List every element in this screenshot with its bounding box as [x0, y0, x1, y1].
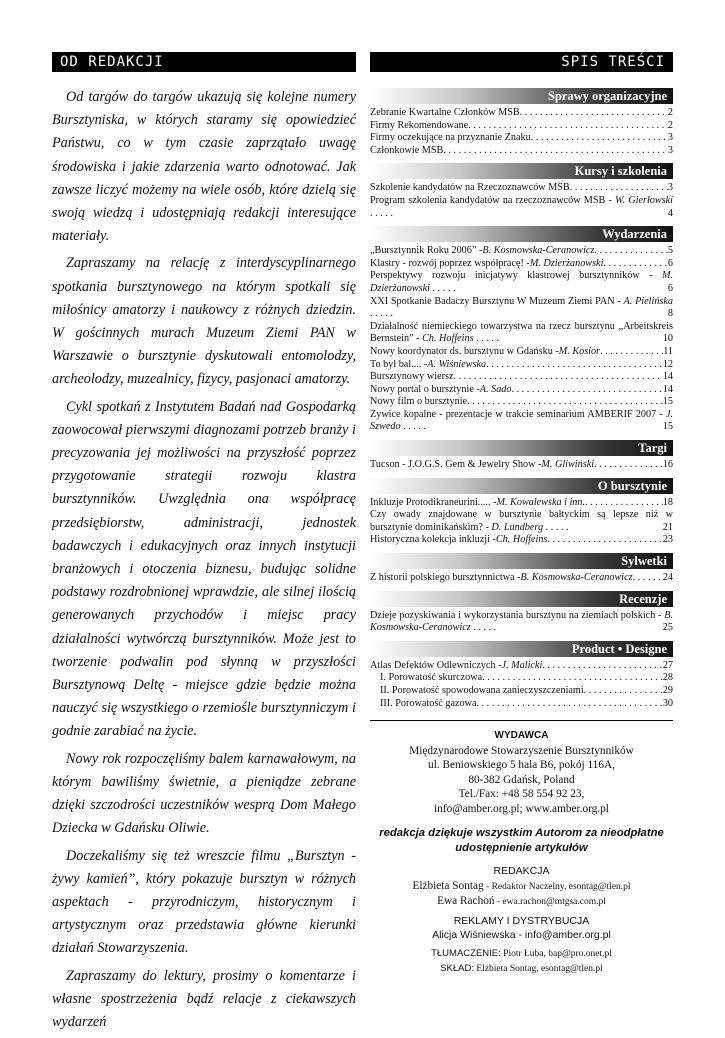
toc-section-heading: Sprawy organizacyjne: [370, 88, 673, 104]
toc-entry-title: Atlas Defektów Odlewniczych -: [370, 659, 502, 671]
toc-entry-page: 3: [667, 132, 673, 144]
toc-entry: [370, 660, 673, 673]
toc-entry-leader: [486, 359, 663, 372]
toc-entry-author: J. Malicki: [501, 659, 543, 671]
toc-entry-leader: [443, 145, 668, 158]
thanks-note: redakcja dziękuje wszystkim Autorom za nieodpłatne udostępnienie artykułów: [379, 827, 664, 855]
toc-entry: [370, 672, 673, 685]
toc-entry-page: 4: [667, 207, 673, 219]
editorial-paragraph: Doczekaliśmy się też wreszcie filmu „Bursztyn - żywy kamień”, który pokazuje bursztyn w różnych aspektach - przyrodniczym, historycznym i artystycznym oraz przedstawia główne kierunki działań Stowarzyszenia.: [52, 847, 356, 957]
toc-entry: [370, 459, 673, 472]
toc-entry-leader: . . . . .: [543, 521, 569, 533]
toc-entry: [370, 359, 673, 372]
toc-entry-title: Czy owady znajdowane w bursztynie bałtyckim są lepsze niż w bursztynie dominikańskim? -: [370, 509, 673, 533]
toc-section-heading: Sylwetki: [370, 553, 673, 569]
toc-entry: [370, 270, 673, 295]
editor-line: [370, 879, 673, 895]
toc-section-items: [370, 610, 673, 635]
typeset-label: SKŁAD:: [440, 963, 474, 975]
toc-entry-author: A. Pielińska: [623, 295, 673, 307]
toc-section-heading: Kursy i szkolenia: [370, 163, 673, 179]
toc-entry-title: Nowy koordynator ds. bursztynu w Gdańsku -: [370, 345, 559, 357]
toc-entry-leader: [453, 371, 662, 384]
editorial-text: [52, 86, 356, 1034]
toc-section-items: [370, 107, 673, 157]
toc-entry-author: Ch. Hoffeins: [422, 333, 474, 345]
toc-entry: [370, 321, 673, 346]
editor-line: [370, 894, 673, 910]
toc-entry-page: 28: [662, 672, 673, 684]
toc-entry-author: M. Gliwiński: [541, 459, 595, 471]
toc-entry-page: 23: [662, 534, 673, 546]
toc-section-heading: O bursztynie: [370, 478, 673, 494]
toc-entry: [370, 346, 673, 359]
editorial-paragraph: Od targów do targów ukazują się kolejne numery Bursztyniska, w których staramy się opowiedzieć Państwu, co w tym czasie zaprzątało uwagę środowiska i jakie zdarzenia warto odnotować. Jak zawsze liczyć możemy na wiele osób, które dzielą się swoją wiedzą i udostępniają redakcji interesujące materiały.: [52, 89, 356, 245]
imprint: [370, 729, 673, 977]
toc-entry-leader: . . . . .: [400, 421, 427, 433]
publisher-line: 80-382 Gdańsk, Poland: [468, 773, 575, 786]
toc-entry-page: 29: [662, 685, 673, 696]
toc-entry-page: 3: [667, 182, 673, 194]
toc-entry-leader: [600, 346, 663, 359]
editor-role: - ewa.rachon@mtgsa.com.pl: [494, 897, 606, 908]
toc-entry-page: 14: [662, 371, 673, 383]
toc-entry-author: M. Kosior: [558, 345, 601, 357]
toc-entry-author: Ch. Hoffeins: [495, 534, 548, 546]
toc-entry-page: 12: [662, 358, 673, 370]
ads-heading: REKLAMY I DYSTRYBUCJA: [453, 914, 590, 927]
toc-entry: [370, 107, 673, 120]
toc-section-heading: Wydarzenia: [370, 226, 673, 242]
toc-entry: [370, 685, 673, 698]
toc-entry: [370, 396, 673, 409]
toc-entry-page: 18: [662, 496, 673, 508]
toc-entry: [370, 120, 673, 133]
toc-entry-title: Firmy oczekujące na przyznanie Znaku: [370, 132, 531, 144]
toc-entry-leader: [511, 384, 662, 397]
toc-section-items: [370, 660, 673, 710]
toc-entry-title: Nowy portal o bursztynie -: [370, 383, 480, 395]
publisher-heading: WYDAWCA: [494, 730, 549, 742]
toc-entry-author: B. Kosmowska-Ceranowicz: [370, 609, 673, 634]
toc-entry: [370, 409, 673, 434]
editorial-paragraph: Cykl spotkań z Instytutem Badań nad Gospodarką zaowocował pierwszymi diagnozami potrzeb branży i precyzowania jej możliwości na przyszłość poprzez przygotowanie strategii rozwoju klastra bursztynników. Uwzględnia ona współpracę przedsiębiorstw, administracji, jednostek badawczych i edukacyjnych oraz innych instytucji branżowych i otoczenia biznesu, budując solidne podstawy rozdrobnionej wprawdzie, ale silnej ilością generowanych przychodów i miejsc pracy działalności wytwórczą bursztynników. Może jest to tworzenie podwalin pod słynną w przyszłości Bursztynową Deltę - miejsce gdzie będzie można nauczyć się wszystkiego o rzemiośle bursztynniczym i godnie zarabiać na życie.: [52, 398, 356, 740]
publisher-line: Tel./Fax: +48 58 554 92 23,: [458, 788, 585, 801]
toc-entry-page: 2: [667, 119, 673, 131]
toc-entry-title: Historyczna kolekcja inkluzji -: [370, 534, 496, 546]
toc-entry: [370, 245, 673, 258]
toc-entry-leader: [585, 497, 663, 510]
toc-entry-leader: . . . . .: [430, 282, 456, 294]
editorial-paragraph: Zapraszamy do lektury, prosimy o komentarze i własne spostrzeżenia bądź relacje z ciekawszych wydarzeń: [52, 967, 356, 1030]
toc-entry-leader: . . . . .: [370, 308, 393, 320]
toc-entry-page: 15: [662, 421, 673, 433]
divider: [370, 720, 673, 721]
toc-entry-title: Z historii polskiego bursztynnictwa -: [370, 572, 521, 584]
toc-entry-title: Szkolenie kandydatów na Rzeczoznawców MSB: [370, 182, 570, 194]
toc-entry-leader: [594, 459, 663, 472]
toc-entry-title: Firmy Rekomendowane: [370, 119, 469, 131]
toc-entry-title: Program szkolenia kandydatów na rzeczoznawców MSB -: [370, 194, 612, 206]
toc-entry-leader: . . . . .: [470, 622, 497, 634]
toc-entry: [370, 698, 673, 711]
toc-entry-leader: [467, 396, 663, 409]
toc-entry-author: M. Kowalewska i inn.: [496, 496, 586, 508]
toc-entry-leader: [633, 572, 663, 585]
toc-entry-page: 2: [667, 107, 673, 118]
toc-section-items: [370, 572, 673, 585]
publisher-line: info@amber.org.pl; www.amber.org.pl: [434, 802, 609, 815]
toc-section-heading: Recenzje: [370, 591, 673, 607]
toc-entry-leader: [482, 672, 663, 685]
publisher-line: Międzynarodowe Stowarzyszenie Bursztynników: [409, 744, 634, 757]
toc-entry-leader: . . . . .: [370, 207, 393, 219]
toc-section-items: [370, 497, 673, 547]
toc-entry: [370, 296, 673, 321]
toc-entry: [370, 610, 673, 635]
toc-entry: [370, 384, 673, 397]
toc-entry-title: XXI Spotkanie Badaczy Bursztynu W Muzeum Ziemi PAN -: [370, 295, 621, 307]
toc-section-heading: Product • Designe: [370, 641, 673, 657]
toc-entry-page: 30: [662, 697, 673, 709]
ads-line: Alicja Wiśniewska - info@amber.org.pl: [432, 929, 611, 942]
toc-entry: [370, 534, 673, 547]
toc-entry-page: 14: [662, 383, 673, 395]
toc-entry: [370, 195, 673, 220]
toc-entry-page: 11: [663, 345, 673, 357]
toc-entry-page: 6: [667, 282, 673, 294]
toc-entry-author: M. Dzierżanowski: [370, 270, 673, 294]
toc-entry: [370, 132, 673, 145]
toc-entry: [370, 572, 673, 585]
toc-entry-leader: [520, 107, 668, 120]
toc-entry-leader: [476, 698, 662, 711]
toc-entry-author: A. Sado: [479, 383, 512, 395]
toc-entry-leader: . . . . .: [473, 333, 500, 345]
toc-entry-page: 21: [662, 521, 673, 533]
toc-entry-title: III. Porowatość gazowa: [380, 697, 477, 709]
toc-entry: [370, 145, 673, 158]
toc-entry-title: Dzieje pozyskiwania i wykorzystania bursztynu na ziemiach polskich -: [370, 609, 662, 621]
toc-entry-title: Nowy film o bursztynie: [370, 396, 468, 408]
toc-entry-page: 5: [667, 245, 673, 257]
toc-entry-page: 10: [662, 333, 673, 345]
toc-entry: [370, 509, 673, 534]
editorial-paragraph: Nowy rok rozpoczęliśmy balem karnawałowym, na którym bawiliśmy świetnie, a pieniądze zebrane dzięki szczodrości uczestników wesprą Dom Małego Dziecka w Gdańsku Oliwie.: [52, 750, 356, 837]
typeset-line: [370, 961, 673, 977]
toc-entry-page: 27: [662, 659, 673, 671]
toc-entry-page: 25: [662, 622, 673, 634]
toc-entry-title: Członkowie MSB: [370, 144, 444, 156]
toc-entry-title: Bursztynowy wiersz: [370, 371, 454, 383]
toc-list: [370, 88, 673, 710]
typeset-value: Elżbieta Sontag, esontag@tlen.pl: [474, 964, 603, 975]
toc-entry: [370, 258, 673, 271]
translation-value: Piotr Łuba, bap@pro.onet.pl: [500, 948, 612, 959]
toc-section-heading: Targi: [370, 440, 673, 456]
toc-entry-author: A. Wiśniewska: [427, 358, 487, 370]
toc-entry-leader: [547, 534, 662, 547]
toc-entry-author: J. Szwedo: [370, 408, 673, 433]
editorial-column: [52, 52, 356, 1038]
toc-entry: [370, 497, 673, 510]
toc-section-items: [370, 245, 673, 434]
toc-entry-page: 16: [662, 459, 673, 471]
toc-entry-title: To był bal.... -: [370, 358, 428, 370]
toc-entry-title: Tucson - J.O.G.S. Gem & Jewelry Show -: [370, 459, 542, 471]
toc-entry-author: D. Lundberg: [491, 521, 544, 533]
toc-entry-leader: [468, 120, 668, 133]
toc-entry-author: B. Kosmowska-Ceranowicz: [482, 245, 595, 257]
toc-entry-leader: [531, 132, 668, 145]
toc-entry-leader: [594, 245, 668, 258]
editorial-paragraph: Zapraszamy na relację z interdyscyplinarnego spotkania bursztynowego na którym spotkali się miłośnicy amatorzy i naukowcy z różnych dziedzin. W gościnnych murach Muzeum Ziemi PAN w Warszawie o bursztynie dyskutowali entomolodzy, archeolodzy, muzealnicy, fizycy, pasjonaci amatorzy.: [52, 255, 356, 388]
toc-entry-leader: [570, 182, 668, 195]
translation-label: TŁUMACZENIE:: [431, 947, 501, 959]
toc-entry-leader: [542, 660, 663, 673]
toc-entry-page: 8: [667, 308, 673, 320]
toc-entry-author: W. Gierłowski: [615, 194, 673, 206]
toc-entry-title: I. Porowatość skurczowa: [380, 672, 483, 684]
editor-name: Ewa Rachoń: [437, 895, 495, 908]
toc-entry: [370, 182, 673, 195]
toc-entry-author: M. Dzierżanowski: [529, 257, 604, 269]
toc-entry-leader: [584, 685, 663, 698]
editorial-heading-imprint: REDAKCJA: [493, 865, 550, 878]
toc-entry-page: 15: [662, 396, 673, 408]
toc-column: [370, 52, 673, 977]
toc-entry-author: B. Kosmowska-Ceranowicz: [520, 572, 633, 584]
toc-section-items: [370, 459, 673, 472]
toc-entry-title: Zebranie Kwartalne Członków MSB: [370, 107, 520, 118]
editorial-heading: OD REDAKCJI: [52, 52, 356, 72]
toc-entry: [370, 371, 673, 384]
toc-heading: SPIS TREŚCI: [370, 52, 673, 72]
toc-entry-page: 3: [667, 144, 673, 156]
toc-entry-title: Żywice kopalne - prezentacje w trakcie seminarium AMBERIF 2007 -: [370, 408, 663, 420]
publisher-line: ul. Beniowskiego 5 hala B6, pokój 116A,: [428, 759, 615, 772]
toc-entry-title: Perspektywy rozwoju inicjatywy klastrowej bursztynników -: [370, 270, 653, 282]
toc-entry-page: 6: [667, 257, 673, 269]
editor-name: Elżbieta Sontag: [412, 879, 484, 892]
editor-role: - Redaktor Naczelny, esontag@tlen.pl: [483, 881, 631, 892]
toc-entry-title: II. Porowatość spowodowana zanieczyszczeniami: [380, 685, 584, 696]
toc-entry-title: „Bursztynnik Roku 2006” -: [370, 245, 483, 257]
toc-entry-title: Działalność niemieckiego towarzystwa na rzecz bursztynu „Arbeitskreis Bernstein” -: [370, 320, 673, 345]
toc-entry-title: Klastry - rozwój poprzez współpracę! -: [370, 257, 530, 269]
toc-entry-page: 24: [662, 572, 673, 584]
translation-line: [370, 946, 673, 962]
toc-entry-leader: [603, 258, 668, 271]
toc-section-items: [370, 182, 673, 220]
toc-entry-title: Inkluzje Protodikraneurini..... -: [370, 496, 497, 508]
